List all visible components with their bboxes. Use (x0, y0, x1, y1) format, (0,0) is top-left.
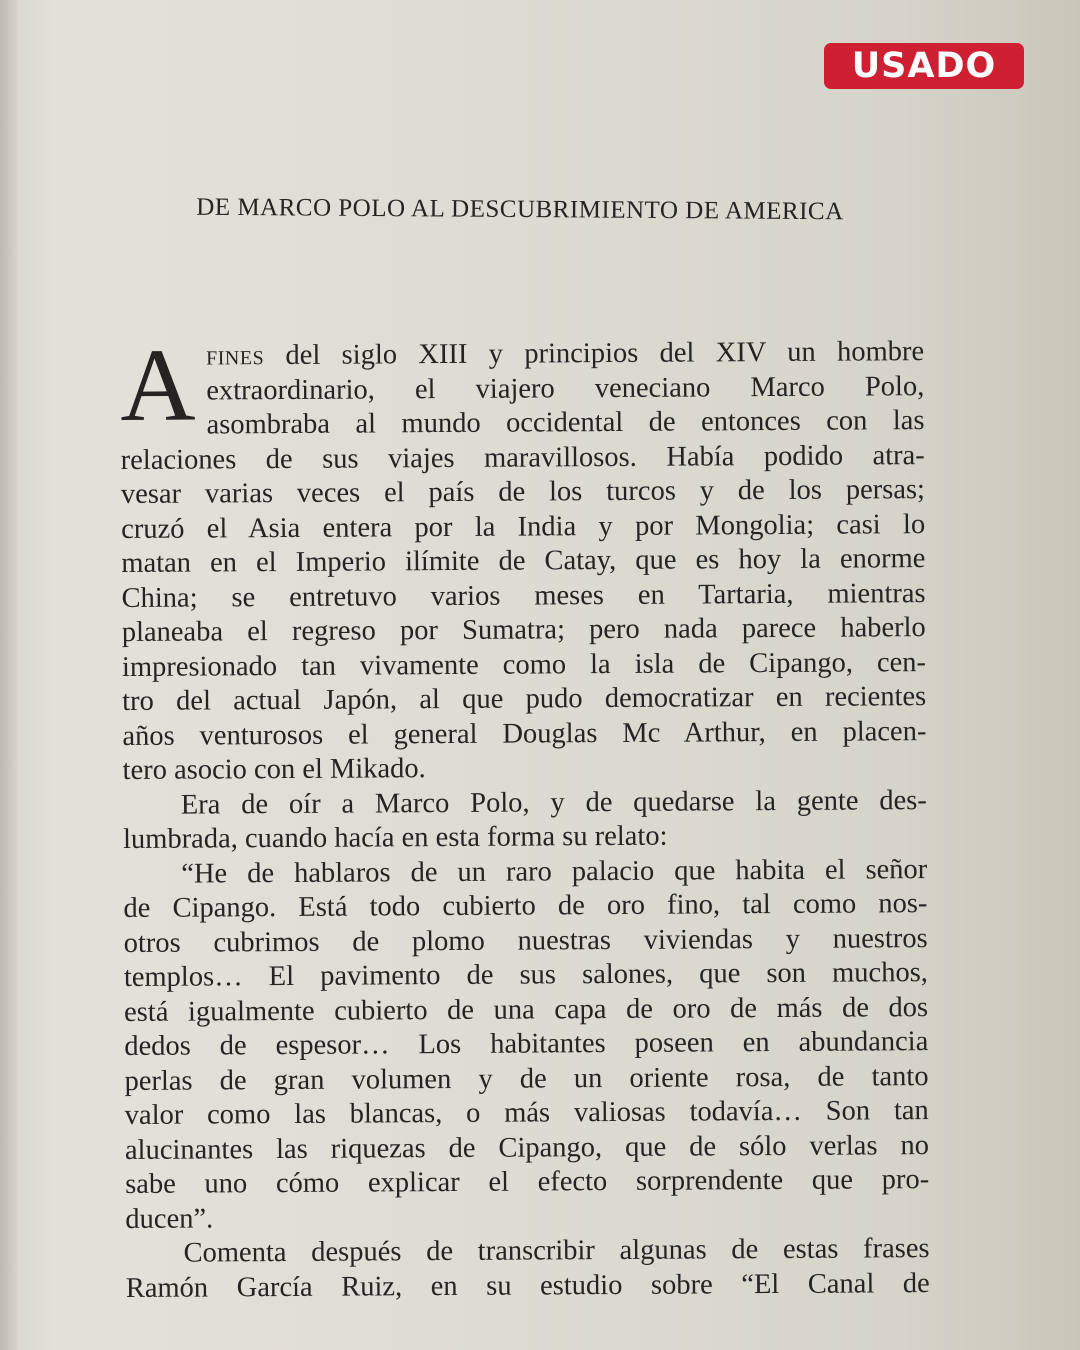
text-line: asombraba al mundo occidental de entonces con las (206, 405, 925, 441)
book-gutter (0, 0, 18, 1350)
running-head: DE MARCO POLO AL DESCUBRIMIENTO DE AMERICA (196, 193, 844, 226)
text-line: extraordinario, el viajero veneciano Marco Polo, (206, 370, 925, 406)
text-line: impresionado tan vivamente como la isla de Cipango, cen- (121, 646, 927, 683)
text-line: valor como las blancas, o más valiosas todavía… Son tan (124, 1095, 929, 1131)
text-line: Era de oír a Marco Polo, y de quedarse la gente des- (180, 784, 927, 821)
text-line: sabe uno cómo explicar el efecto sorprendente que pro- (125, 1164, 930, 1200)
text-line: otros cubrimos de plomo nuestras viviendas y nuestros (123, 922, 928, 959)
text-line: relaciones de sus viajes maravillosos. Había podido atra- (120, 439, 925, 476)
text-line: lumbrada, cuando hacía en esta forma su relato: (122, 820, 668, 855)
small-caps-opening: fines (206, 340, 265, 372)
text-line: planeaba el regreso por Sumatra; pero nada parece haberlo (121, 612, 926, 648)
body-text (119, 327, 930, 1306)
text-line: Ramón García Ruiz, en su estudio sobre “El Canal de (125, 1267, 930, 1304)
text-line: matan en el Imperio ilímite de Catay, que es hoy la enorme (121, 543, 926, 579)
text-line: tero asocio con el Mikado. (122, 753, 426, 786)
text-line: perlas de gran volumen y de un oriente rosa, de tanto (124, 1060, 929, 1097)
text-line: de Cipango. Está todo cubierto de oro fino, tal como nos- (123, 888, 928, 924)
text-line: tro del actual Japón, al que pudo democratizar en recientes (122, 681, 927, 717)
used-badge: USADO (824, 43, 1024, 89)
text-line: vesar varias veces el país de los turcos y de los persas; (120, 474, 926, 510)
text-line: ducen”. (125, 1202, 214, 1235)
text-line: fines del siglo XIII y principios del XIV un hombre (206, 336, 925, 372)
drop-cap: A (119, 327, 196, 443)
text-line: cruzó el Asia entera por la India y por Mongolia; casi lo (121, 508, 926, 545)
text-line: años venturosos el general Douglas Mc Arthur, en placen- (122, 715, 927, 752)
text-line: “He de hablaros de un raro palacio que habita el señor (181, 853, 928, 890)
text-line: alucinantes las riquezas de Cipango, que de sólo verlas no (124, 1129, 930, 1166)
text-line: templos… El pavimento de sus salones, que son muchos, (123, 957, 928, 993)
text-line: China; se entretuvo varios meses en Tartaria, mientras (121, 577, 926, 614)
text-line: Comenta después de transcribir algunas de estas frases (183, 1233, 930, 1269)
text-line: dedos de espesor… Los habitantes poseen en abundancia (124, 1026, 929, 1062)
text-line: está igualmente cubierto de una capa de oro de más de dos (124, 991, 929, 1028)
